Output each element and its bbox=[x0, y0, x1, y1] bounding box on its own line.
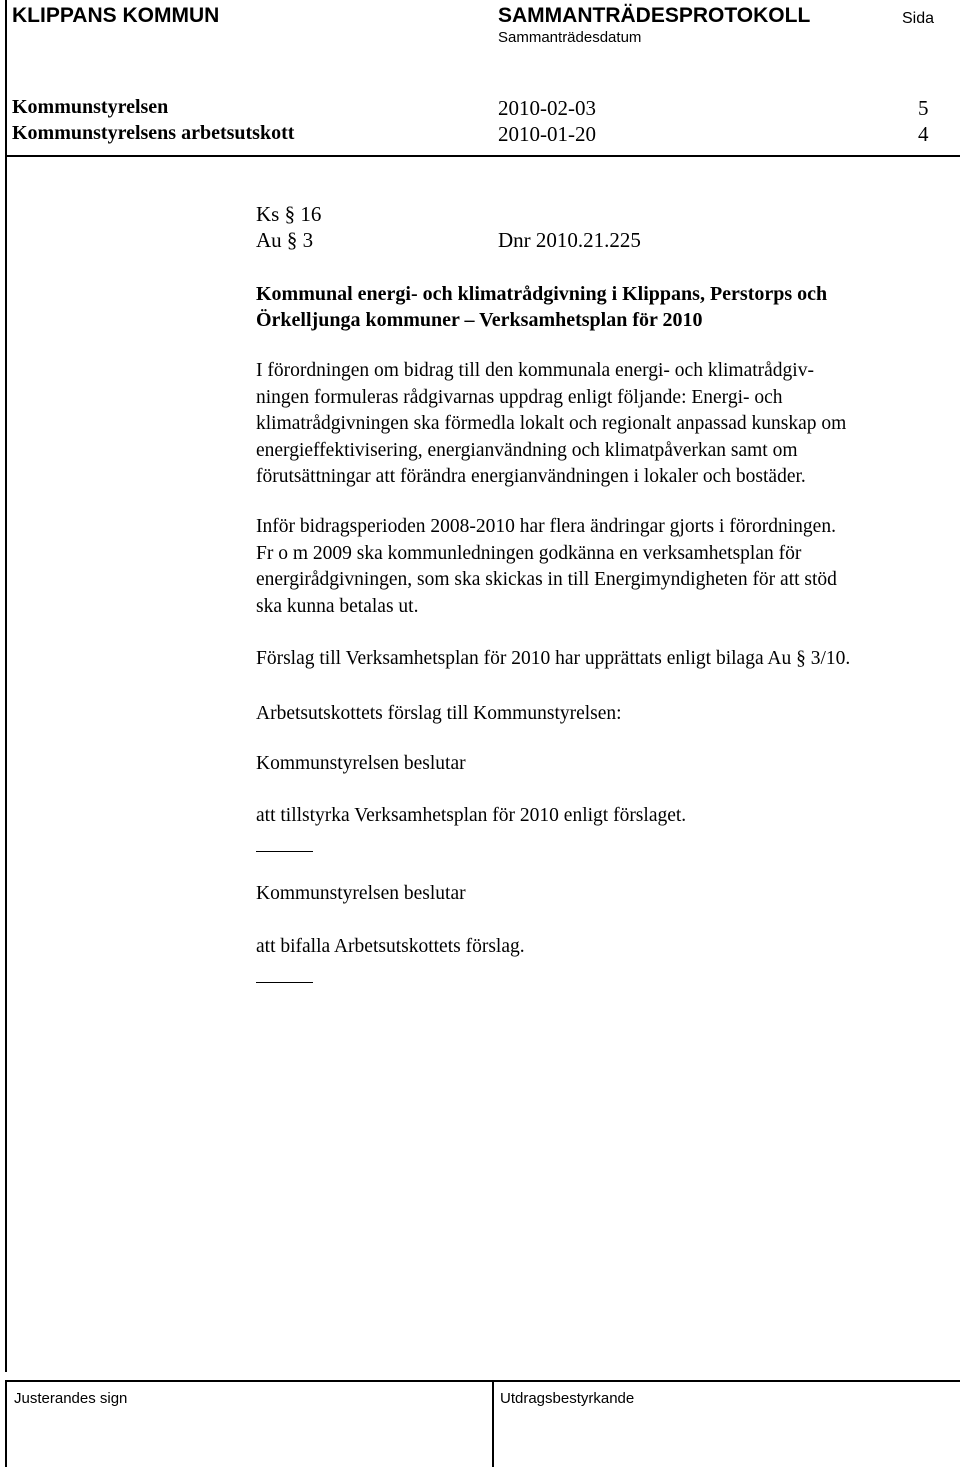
decision-text: att tillstyrka Verksamhetsplan för 2010 enligt förslaget. bbox=[256, 805, 687, 826]
header-divider bbox=[5, 155, 960, 157]
decision-heading: Kommunstyrelsen beslutar bbox=[256, 883, 466, 904]
meeting-body: Kommunstyrelsen bbox=[12, 96, 169, 118]
paragraph-line: ningen formuleras rådgivarnas uppdrag enligt följande: Energi- och bbox=[256, 386, 783, 408]
meeting-date: 2010-01-20 bbox=[498, 122, 596, 146]
paragraph-line: energieffektivisering, energianvändning och klimatpåverkan samt om bbox=[256, 439, 798, 461]
utdrag-label: Utdragsbestyrkande bbox=[500, 1390, 635, 1407]
case-title bbox=[256, 281, 956, 333]
case-title-line: Kommunal energi- och klimatrådgivning i Klippans, Perstorps och bbox=[256, 283, 828, 305]
protocol-title: SAMMANTRÄDESPROTOKOLL bbox=[498, 4, 811, 27]
footer-divider bbox=[492, 1380, 494, 1467]
paragraph-line: klimatrådgivningen ska förmedla lokalt och regionalt anpassad kunskap om bbox=[256, 413, 847, 434]
au-reference: Au § 3 bbox=[256, 228, 314, 252]
meeting-body: Kommunstyrelsens arbetsutskott bbox=[12, 122, 295, 144]
paragraph-line: Fr o m 2009 ska kommunledningen godkänna en verksamhetsplan för bbox=[256, 542, 802, 564]
justering-label: Justerandes sign bbox=[14, 1390, 128, 1407]
municipality-name: KLIPPANS KOMMUN bbox=[12, 4, 220, 27]
paragraph-line: I förordningen om bidrag till den kommunala energi- och klimatrådgiv- bbox=[256, 360, 814, 381]
meeting-date-label: Sammanträdesdatum bbox=[498, 29, 642, 46]
left-margin-rule bbox=[5, 0, 7, 1372]
au-proposal-label: Arbetsutskottets förslag till Kommunstyrelsen: bbox=[256, 703, 622, 724]
section-divider bbox=[256, 851, 313, 852]
dnr-reference: Dnr 2010.21.225 bbox=[498, 228, 641, 252]
paragraph-line: energirådgivningen, som ska skickas in till Energimyndigheten för att stöd bbox=[256, 569, 837, 590]
case-title-line: Örkelljunga kommuner – Verksamhetsplan för 2010 bbox=[256, 309, 703, 331]
paragraph-line: ska kunna betalas ut. bbox=[256, 595, 419, 617]
paragraph-line: Inför bidragsperioden 2008-2010 har flera ändringar gjorts i förordningen. bbox=[256, 516, 836, 537]
changes-paragraph bbox=[256, 514, 956, 620]
meeting-page: 4 bbox=[918, 122, 929, 146]
decision-heading: Kommunstyrelsen beslutar bbox=[256, 753, 466, 774]
section-divider bbox=[256, 982, 313, 983]
decision-text: att bifalla Arbetsutskottets förslag. bbox=[256, 936, 525, 957]
meeting-date: 2010-02-03 bbox=[498, 96, 596, 120]
paragraph-line: förutsättningar att förändra energianvändningen i lokaler och bostäder. bbox=[256, 466, 806, 487]
ks-reference: Ks § 16 bbox=[256, 202, 322, 226]
meeting-page: 5 bbox=[918, 96, 929, 120]
page-label: Sida bbox=[902, 10, 935, 27]
footer-box bbox=[5, 1380, 960, 1467]
proposal-line: Förslag till Verksamhetsplan för 2010 har upprättats enligt bilaga Au § 3/10. bbox=[256, 648, 851, 669]
background-paragraph bbox=[256, 358, 956, 491]
